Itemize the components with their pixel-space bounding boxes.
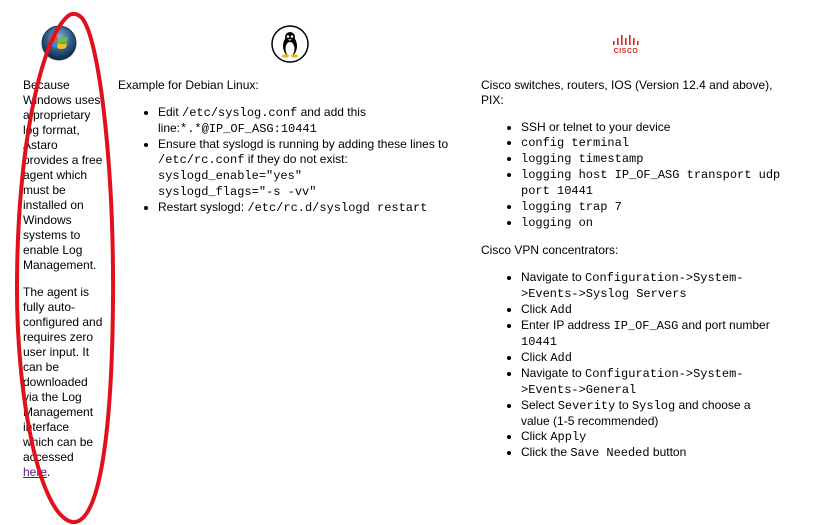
cisco-vpn-heading: Cisco VPN concentrators: bbox=[481, 243, 619, 257]
vpn-step bbox=[521, 366, 781, 398]
code-path: Configuration->System->Events->Syslog Servers bbox=[521, 271, 744, 301]
linux-section bbox=[118, 78, 468, 216]
vpn-step bbox=[521, 429, 781, 445]
code-restart-command: /etc/rc.d/syslogd restart bbox=[247, 201, 428, 215]
code-apply: Apply bbox=[550, 430, 587, 444]
linux-step-ensure bbox=[158, 137, 468, 200]
step-text: and port number bbox=[678, 318, 770, 332]
code-severity: Severity bbox=[557, 399, 616, 413]
step-text: Click bbox=[521, 429, 551, 443]
linux-step-restart bbox=[158, 200, 468, 216]
code-ip: IP_OF_ASG bbox=[613, 319, 679, 333]
cisco-step bbox=[521, 135, 781, 151]
tux-penguin-icon bbox=[271, 25, 309, 63]
windows-section bbox=[23, 78, 103, 480]
code-rc-conf: /etc/rc.conf bbox=[158, 153, 245, 167]
code-syslog-line: *.*@IP_OF_ASG:10441 bbox=[180, 122, 317, 136]
windows-logo-icon bbox=[41, 25, 77, 61]
code-logging-on: logging on bbox=[521, 216, 594, 230]
vpn-step bbox=[521, 270, 781, 302]
cisco-ios-steps-list bbox=[481, 120, 781, 231]
windows-download-description: The agent is fully auto-configured and requires zero user input. It can be downloaded via the Log Management interface which can be accessed bbox=[23, 285, 103, 464]
cisco-step bbox=[521, 215, 781, 231]
cisco-logo-icon bbox=[611, 34, 641, 54]
windows-agent-description: Because Windows uses a proprietary log format, Astaro provides a free agent which must be installed on Windows systems to enable Log Management. bbox=[23, 78, 103, 272]
vpn-step bbox=[521, 302, 781, 318]
code-add: Add bbox=[550, 303, 572, 317]
code-syslogd-enable: syslogd_enable="yes" bbox=[158, 169, 303, 183]
cisco-logo-text: CISCO bbox=[613, 48, 639, 55]
cisco-ios-heading: Cisco switches, routers, IOS (Version 12.4 and above), PIX: bbox=[481, 78, 773, 107]
step-text: and add this line: bbox=[158, 105, 366, 135]
code-port: 10441 bbox=[521, 335, 558, 349]
code-logging-timestamp: logging timestamp bbox=[521, 152, 644, 166]
step-text: to bbox=[615, 398, 632, 412]
step-text: Navigate to bbox=[521, 270, 586, 284]
step-text: Ensure that syslogd is running by adding these lines to bbox=[158, 137, 449, 151]
cisco-step bbox=[521, 167, 781, 199]
code-syslog: Syslog bbox=[631, 399, 676, 413]
download-here-link[interactable]: here bbox=[23, 465, 48, 479]
code-logging-trap: logging trap 7 bbox=[521, 200, 622, 214]
code-syslogd-flags: syslogd_flags="-s -vv" bbox=[158, 185, 317, 199]
step-text: button bbox=[649, 445, 687, 459]
code-save-needed: Save Needed bbox=[570, 446, 650, 460]
step-text: Navigate to bbox=[521, 366, 586, 380]
cisco-section bbox=[481, 78, 781, 461]
step-text: and choose a value (1-5 recommended) bbox=[521, 398, 751, 428]
code-syslog-conf: /etc/syslog.conf bbox=[182, 106, 298, 120]
step-text: if they do not exist: bbox=[244, 152, 348, 166]
windows-agent-download-text bbox=[23, 285, 103, 480]
step-text: Edit bbox=[158, 105, 183, 119]
vpn-step bbox=[521, 398, 781, 429]
step-text: Select bbox=[521, 398, 558, 412]
step-text: Click bbox=[521, 350, 551, 364]
linux-step-edit bbox=[158, 105, 468, 137]
period: . bbox=[47, 465, 51, 479]
linux-steps-list bbox=[118, 105, 468, 216]
step-text: Click bbox=[521, 302, 551, 316]
step-text: SSH or telnet to your device bbox=[521, 120, 671, 134]
step-text: Enter IP address bbox=[521, 318, 614, 332]
code-path: Configuration->System->Events->General bbox=[521, 367, 744, 397]
code-add: Add bbox=[550, 351, 572, 365]
step-text: Click the bbox=[521, 445, 571, 459]
vpn-step bbox=[521, 445, 781, 461]
cisco-vpn-steps-list bbox=[481, 270, 781, 461]
cisco-step bbox=[521, 199, 781, 215]
cisco-step bbox=[521, 120, 781, 135]
linux-heading: Example for Debian Linux: bbox=[118, 78, 259, 92]
vpn-step bbox=[521, 318, 781, 350]
step-text: Restart syslogd: bbox=[158, 200, 248, 214]
cisco-step bbox=[521, 151, 781, 167]
code-config-terminal: config terminal bbox=[521, 136, 630, 150]
code-logging-host: logging host IP_OF_ASG transport udp port 10441 bbox=[521, 168, 781, 198]
vpn-step bbox=[521, 350, 781, 366]
